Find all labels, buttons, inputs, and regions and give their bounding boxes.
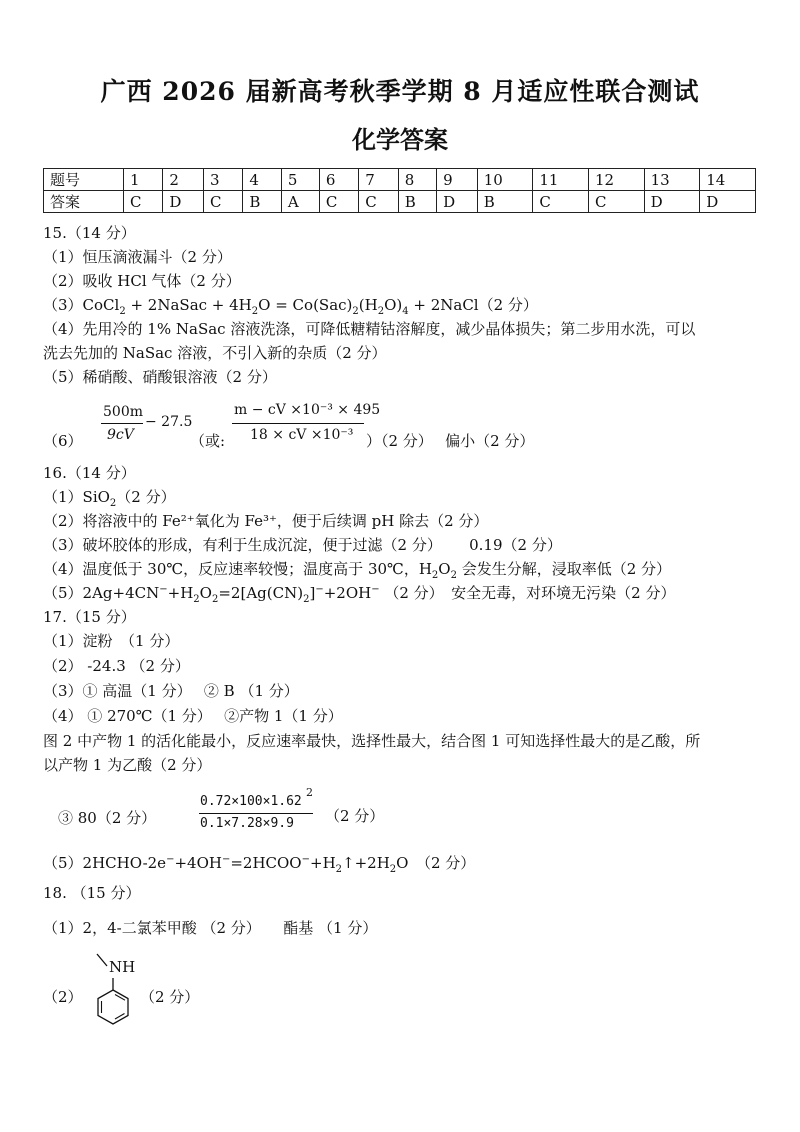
q15-line-3: （3）CoCl$_2$ + 2NaSac + $4H_2O = Co(Sac)_2(H_2O)_4$ + 2NaCl（2 分） <box>43 296 538 317</box>
table-cell: 12 <box>588 169 644 191</box>
q17-fraction-exponent: 2 <box>306 786 313 799</box>
table-cell: 3 <box>203 169 242 191</box>
table-row-answers <box>44 191 756 213</box>
table-row-label: 题号 <box>44 169 124 191</box>
q15-line-1: （1）恒压滴液漏斗（2 分） <box>43 248 232 266</box>
q18-line-1: （1）2，4-二氯苯甲酸 （2 分） 酯基 （1 分） <box>43 919 378 937</box>
table-cell: C <box>124 191 163 213</box>
table-cell: 7 <box>359 169 398 191</box>
q15-line-6-tail: ）（2 分） 偏小（2 分） <box>366 432 535 450</box>
table-row-numbers <box>44 169 756 191</box>
q15-line-2: （2）吸收 HCl 气体（2 分） <box>43 272 241 290</box>
q17-heading: 17.（15 分） <box>43 608 136 626</box>
table-cell: D <box>644 191 700 213</box>
table-cell: C <box>203 191 242 213</box>
table-cell: C <box>533 191 589 213</box>
table-row-label: 答案 <box>44 191 124 213</box>
fraction-1-bar <box>101 423 143 424</box>
fraction-2-bar <box>232 423 364 424</box>
q17-fraction-bar <box>199 813 313 814</box>
q17-line-2: （2） -24.3 （2 分） <box>43 657 190 675</box>
q18-line-2-label: （2） <box>43 988 83 1006</box>
page-title: 广西 2026 届新高考秋季学期 8 月适应性联合测试 <box>100 77 700 106</box>
table-cell: D <box>163 191 204 213</box>
table-cell: B <box>243 191 281 213</box>
table-cell: 8 <box>398 169 436 191</box>
q17-line-5: $(5)2HCHO-2e^-+4OH^-=2HCOO^-+H_2↑+2H_2O$ （2 分） <box>43 854 476 875</box>
table-cell: 9 <box>437 169 478 191</box>
table-cell: 10 <box>477 169 533 191</box>
table-cell: D <box>700 191 756 213</box>
fraction-1-denominator: 9cV <box>107 427 134 443</box>
q18-heading: 18. （15 分） <box>43 884 141 902</box>
or-label: （或: <box>190 432 226 450</box>
table-cell: B <box>477 191 533 213</box>
table-cell: 11 <box>533 169 589 191</box>
fraction-2-numerator: m − cV ×10⁻³ × 495 <box>234 402 381 418</box>
q17-line-4d-label: ③ 80（2 分） <box>58 809 157 827</box>
answer-table <box>43 168 756 213</box>
nh-label: NH <box>109 958 136 976</box>
table-cell: A <box>281 191 319 213</box>
q16-line-2: （2）将溶液中的 Fe²⁺氧化为 Fe³⁺，便于后续调 pH 除去（2 分） <box>43 512 489 530</box>
table-cell: C <box>319 191 358 213</box>
q16-line-5: $(5)2Ag+4CN^-+H_2O_2=2[Ag(CN)_2]^-+2OH^-$ （2 分） 安全无毒，对环境无污染（2 分） <box>43 584 676 605</box>
q15-line-5: （5）稀硝酸、硝酸银溶液（2 分） <box>43 368 277 386</box>
table-cell: C <box>359 191 398 213</box>
table-cell: C <box>588 191 644 213</box>
q17-fraction-denominator: 0.1×7.28×9.9 <box>200 816 294 831</box>
q17-line-4: （4） ① 270℃（1 分） ②产物 1（1 分） <box>43 707 343 725</box>
table-cell: 13 <box>644 169 700 191</box>
q17-line-1: （1）淀粉 （1 分） <box>43 632 180 650</box>
q15-line-6-label: （6） <box>43 432 83 450</box>
fraction-1-tail: − 27.5 <box>145 414 193 430</box>
q18-line-2-tail: （2 分） <box>140 988 200 1006</box>
fraction-2-denominator: 18 × cV ×10⁻³ <box>250 427 354 443</box>
fraction-1-numerator: 500m <box>103 404 143 420</box>
q15-line-4a: （4）先用冷的 1% NaSac 溶液洗涤，可降低糖精钴溶解度，减少晶体损失；第二步用水洗，可以 <box>43 320 696 338</box>
q16-heading: 16.（14 分） <box>43 464 136 482</box>
table-cell: 14 <box>700 169 756 191</box>
table-cell: 5 <box>281 169 319 191</box>
table-cell: 2 <box>163 169 204 191</box>
q17-fraction-tail: （2 分） <box>325 807 385 825</box>
table-cell: B <box>398 191 436 213</box>
q16-line-1: （1）SiO$_2$（2 分） <box>43 488 176 509</box>
q17-fraction-numerator: 0.72×100×1.62 <box>200 794 302 809</box>
table-cell: 1 <box>124 169 163 191</box>
table-cell: 6 <box>319 169 358 191</box>
q15-heading: 15.（14 分） <box>43 224 136 242</box>
table-cell: D <box>437 191 478 213</box>
q17-line-4c: 以产物 1 为乙酸（2 分） <box>43 756 212 774</box>
page-subtitle: 化学答案 <box>352 125 448 154</box>
q16-line-3: （3）破坏胶体的形成，有利于生成沉淀，便于过滤（2 分） 0.19（2 分） <box>43 536 562 554</box>
q17-line-4b: 图 2 中产物 1 的活化能最小，反应速率最快，选择性最大，结合图 1 可知选择性最大的是乙酸，所 <box>43 732 701 750</box>
q15-line-4b: 洗去先加的 NaSac 溶液，不引入新的杂质（2 分） <box>43 344 387 362</box>
q16-line-4: （4）温度低于 30℃，反应速率较慢；温度高于 30℃，$H_2O_2$ 会发生分解，浸取率低（2 分） <box>43 560 672 581</box>
table-cell: 4 <box>243 169 281 191</box>
q17-line-3: （3）① 高温（1 分） ② B （1 分） <box>43 682 299 700</box>
